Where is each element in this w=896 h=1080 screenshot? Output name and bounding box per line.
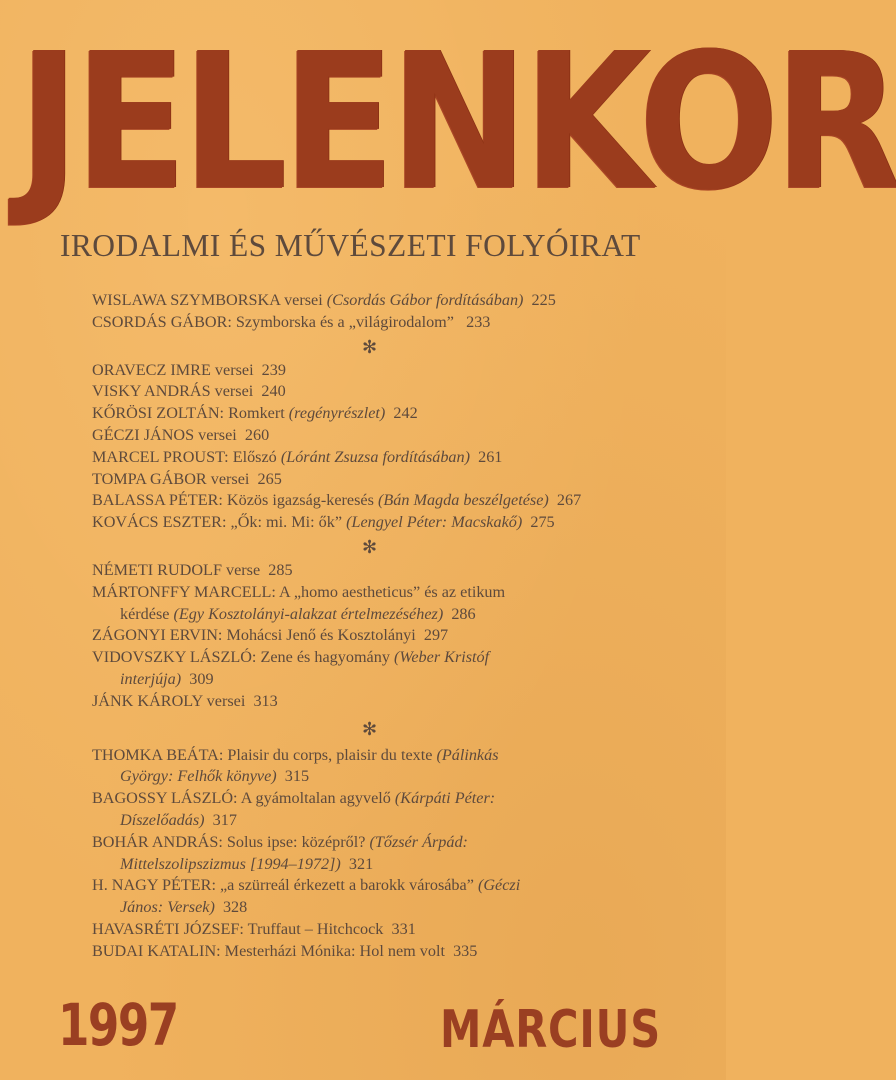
toc-entry-note: György: Felhők könyve): [120, 767, 277, 786]
separator-asterisk: ✻: [362, 336, 378, 357]
toc-entry-page: 233: [453, 312, 491, 331]
toc-entry-page: 261: [470, 447, 503, 466]
toc-entry: [92, 691, 712, 713]
toc-entry: [92, 512, 712, 534]
toc-entry: [92, 875, 712, 897]
toc-entry: [92, 788, 712, 810]
toc-entry-note: (Egy Kosztolányi-alakzat értelmezéséhez): [173, 604, 444, 623]
toc-entry-page: 321: [340, 854, 374, 873]
toc-entry-note: (Kárpáti Péter:: [394, 789, 496, 808]
toc-entry: [92, 290, 712, 312]
toc-entry-page: 267: [548, 491, 582, 510]
toc-entry-page: 285: [260, 560, 293, 579]
toc-entry-title: BOHÁR ANDRÁS: Solus ipse: középről?: [92, 832, 370, 851]
toc-entry-note: (Lengyel Péter: Macskakő): [346, 513, 523, 532]
toc-entry: [92, 832, 712, 854]
masthead-title: JELENKOR: [18, 13, 896, 232]
toc-entry-title: KŐRÖSI ZOLTÁN: Romkert: [92, 404, 289, 423]
toc-entry: [92, 425, 712, 447]
toc-entry: [92, 854, 712, 876]
toc-entry-title: VIDOVSZKY LÁSZLÓ: Zene és hagyomány: [92, 648, 394, 667]
toc-entry: [92, 669, 712, 691]
toc-entry: [92, 490, 712, 512]
toc-entry-title: BALASSA PÉTER: Közös igazság-keresés: [92, 491, 378, 510]
toc-entry-page: 260: [236, 425, 270, 444]
toc-entry-note: interjúja): [120, 669, 182, 688]
toc-entry-page: 315: [276, 767, 310, 786]
toc-entry-page: 297: [415, 626, 449, 645]
toc-entry-title: HAVASRÉTI JÓZSEF: Truffaut – Hitchcock: [92, 919, 384, 938]
toc-entry-page: 242: [385, 404, 418, 423]
toc-entry: [92, 312, 712, 334]
toc-entry: [92, 582, 712, 604]
toc-entry-page: 286: [443, 604, 476, 623]
toc-entry-page: 239: [253, 360, 286, 379]
toc-entry-note: (Tőzsér Árpád:: [369, 832, 468, 851]
toc-entry-page: 240: [253, 382, 286, 401]
toc-entry-note: János: Versek): [120, 898, 215, 917]
toc-entry: [92, 403, 712, 425]
toc-group-3: [92, 560, 712, 713]
toc-entry-note: Mittelszolipszizmus [1994–1972]): [120, 854, 341, 873]
table-of-contents: [92, 290, 712, 963]
toc-entry: [92, 745, 712, 767]
toc-entry-title: MÁRTONFFY MARCELL: A „homo aestheticus” és az etikum: [92, 582, 506, 601]
toc-entry-title: KOVÁCS ESZTER: „Ők: mi. Mi: ők”: [92, 513, 347, 532]
toc-entry-page: 328: [214, 898, 248, 917]
toc-entry-title: TOMPA GÁBOR versei: [92, 469, 250, 488]
toc-entry-page: 313: [245, 691, 278, 710]
toc-entry: [92, 469, 712, 491]
toc-entry-title: ZÁGONYI ERVIN: Mohácsi Jenő és Kosztolányi: [92, 626, 416, 645]
toc-entry-note: (Csordás Gábor fordításában): [326, 291, 524, 309]
toc-entry-page: 275: [522, 513, 555, 532]
separator-asterisk: ✻: [362, 718, 378, 739]
toc-entry-note: (Géczi: [477, 876, 521, 895]
issue-year: 1997: [58, 991, 178, 1059]
toc-entry: [92, 810, 712, 832]
toc-entry-title: MARCEL PROUST: Előszó: [92, 447, 281, 466]
toc-entry-title: BAGOSSY LÁSZLÓ: A gyámoltalan agyvelő: [92, 789, 395, 808]
toc-entry-title: GÉCZI JÁNOS versei: [92, 425, 237, 444]
toc-group-2: [92, 360, 712, 534]
subtitle: IRODALMI ÉS MŰVÉSZETI FOLYÓIRAT: [60, 228, 641, 263]
toc-entry-page: 265: [249, 469, 282, 488]
toc-entry-note: (Pálinkás: [436, 745, 499, 764]
toc-entry: [92, 560, 712, 582]
toc-entry-note: (Lóránt Zsuzsa fordításában): [280, 447, 471, 466]
toc-entry-title: H. NAGY PÉTER: „a szürreál érkezett a barokk városába”: [92, 876, 478, 895]
toc-entry-note: (Bán Magda beszélgetése): [377, 491, 549, 510]
toc-entry-page: 331: [383, 919, 416, 938]
toc-entry-title: NÉMETI RUDOLF verse: [92, 560, 261, 579]
toc-entry-note: (Weber Kristóf: [393, 648, 490, 667]
toc-entry-title: THOMKA BEÁTA: Plaisir du corps, plaisir du texte: [92, 745, 437, 764]
toc-entry-note: (regényrészlet): [288, 404, 386, 423]
toc-entry: [92, 447, 712, 469]
toc-entry: [92, 360, 712, 382]
toc-entry-page: 317: [204, 810, 237, 829]
toc-entry-title: BUDAI KATALIN: Mesterházi Mónika: Hol nem volt: [92, 941, 445, 960]
separator-asterisk: ✻: [362, 536, 378, 557]
issue-month: MÁRCIUS: [440, 1000, 661, 1060]
toc-entry: [92, 625, 712, 647]
toc-entry: [92, 604, 712, 626]
toc-entry-title: WISLAWA SZYMBORSKA versei: [92, 291, 327, 309]
toc-entry: [92, 897, 712, 919]
toc-entry-page: 309: [181, 669, 214, 688]
toc-entry: [92, 919, 712, 941]
toc-group-1: [92, 290, 712, 334]
toc-group-4: [92, 745, 712, 963]
toc-entry-page: 335: [444, 941, 478, 960]
toc-entry: [92, 381, 712, 403]
toc-entry: [92, 941, 712, 963]
toc-entry-title: CSORDÁS GÁBOR: Szymborska és a „világirodalom”: [92, 312, 454, 331]
toc-entry-note: Díszelőadás): [120, 810, 205, 829]
toc-entry: [92, 766, 712, 788]
toc-entry: [92, 647, 712, 669]
toc-entry-title: ORAVECZ IMRE versei: [92, 360, 254, 379]
toc-entry-title: kérdése: [120, 604, 174, 623]
toc-entry-page: 225: [523, 291, 556, 309]
toc-entry-title: VISKY ANDRÁS versei: [92, 382, 254, 401]
toc-entry-title: JÁNK KÁROLY versei: [92, 691, 246, 710]
